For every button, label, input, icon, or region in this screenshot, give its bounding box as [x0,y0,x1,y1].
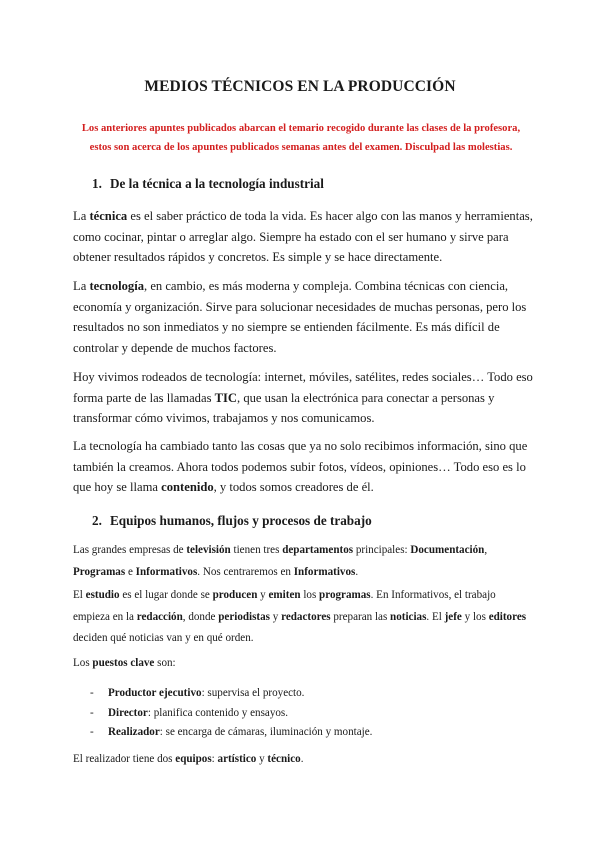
paragraph-equipos: El realizador tiene dos equipos: artístico y técnico. [73,753,304,765]
section-1-heading [92,176,324,192]
paragraph-contenido: La tecnología ha cambiado tanto las cosas que ya no solo recibimos información, sino que también la creamos. Ahora todos podemos subir fotos, vídeos, opiniones… Todo eso es lo que hoy se llama contenido, y todos somos creadores de él. [73,439,528,495]
section-1-title: De la técnica a la tecnología industrial [110,176,324,191]
paragraph-tecnica: La técnica es el saber práctico de toda la vida. Es hacer algo con las manos y herramientas, como cocinar, pintar o arreglar algo. Siempre ha estado con el ser humano y sirve para obtener resultados rápidos y concretos. Es simple y se hace directamente. [73,209,533,265]
section-2-number: 2. [92,513,102,528]
paragraph-departamentos: Las grandes empresas de televisión tienen tres departamentos principales: Documentación, Programas e Informativos. Nos centraremos en Informativos. [73,544,488,578]
paragraph-tic: Hoy vivimos rodeados de tecnología: internet, móviles, satélites, redes sociales… Todo eso forma parte de las llamadas TIC, que usan la electrónica para conectar a personas y transformar cómo vivimos, trabajamos y nos comunicamos. [73,370,533,426]
list-item: - Realizador: se encarga de cámaras, iluminación y montaje. [90,726,373,738]
section-2-heading [92,513,372,529]
page-title: MEDIOS TÉCNICOS EN LA PRODUCCIÓN [144,78,456,95]
paragraph-estudio: El estudio es el lugar donde se producen y emiten los programas. En Informativos, el trabajo empieza en la redacción, donde periodistas y redactores preparan las noticias. El jefe y los editores deciden qué noticias van y en qué orden. [73,589,527,644]
list-item: - Director: planifica contenido y ensayos. [90,706,289,719]
list-item: - Productor ejecutivo: supervisa el proyecto. [90,687,305,699]
roles-list [90,684,530,743]
section-1-number: 1. [92,176,102,191]
paragraph-puestos-clave: Los puestos clave son: [73,657,176,669]
red-notice: Los anteriores apuntes publicados abarcan el temario recogido durante las clases de la profesora, estos son acerca de los apuntes publicados semanas antes del examen. Disculpad las molestias. [81,123,521,153]
paragraph-tecnologia: La tecnología, en cambio, es más moderna y compleja. Combina técnicas con ciencia, economía y organización. Sirve para solucionar necesidades de muchas personas, pero los resultados no son inmediatos y no siempre se entienden fácilmente. Es más difícil de controlar y depende de muchos factores. [73,279,527,355]
section-2-title: Equipos humanos, flujos y procesos de trabajo [110,513,372,528]
